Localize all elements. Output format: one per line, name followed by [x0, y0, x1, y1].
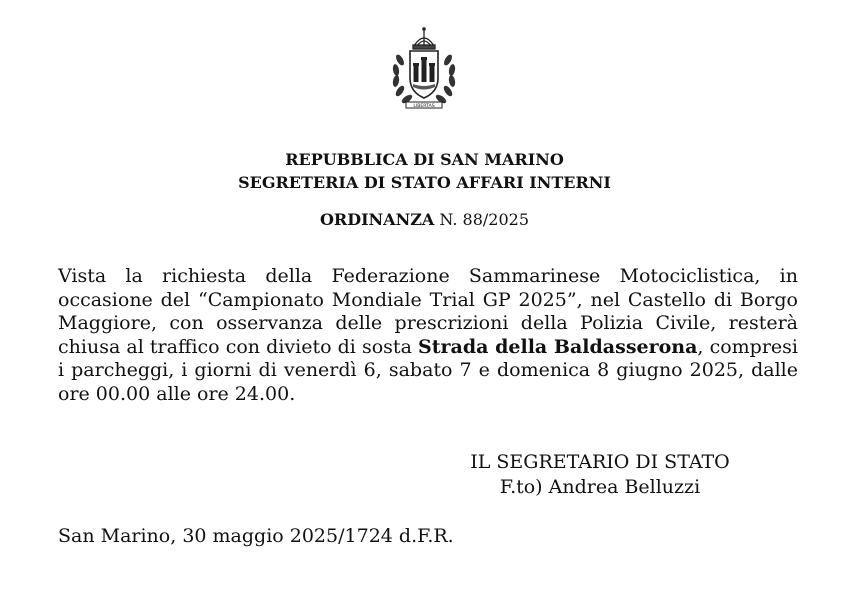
signature-name: F.to) Andrea Belluzzi [499, 476, 701, 498]
street-name: Strada della Baldasserona [418, 335, 698, 358]
ordinance-label: ORDINANZA [319, 210, 435, 229]
signature-block [440, 450, 760, 500]
san-marino-coat-of-arms-icon [386, 26, 462, 112]
body-text-part1: Vista la richiesta della Federazione Sammarinese Motociclistica, in occasione del “Campionato Mondiale Trial GP 2025”, nel Castello di Borgo Maggiore, con osservanza delle prescrizioni della Polizia Civile, resterà chiusa al traffico con divieto di sosta [58, 265, 798, 358]
ordinance-code: N. 88/2025 [439, 210, 530, 229]
emblem-motto: LIBERTAS [413, 104, 435, 109]
signature-title: IL SEGRETARIO DI STATO [470, 451, 730, 473]
ordinance-number [0, 210, 849, 230]
body-text-part2: , compresi i parcheggi, i giorni di venerdì 6, sabato 7 e domenica 8 giugno 2025, dalle ore 00.00 alle ore 24.00. [58, 335, 798, 405]
header-ministry: SEGRETERIA DI STATO AFFARI INTERNI [238, 173, 611, 192]
ordinance-body [58, 265, 798, 407]
date-line: San Marino, 30 maggio 2025/1724 d.F.R. [58, 525, 454, 547]
header-republic: REPUBBLICA DI SAN MARINO [285, 150, 564, 169]
